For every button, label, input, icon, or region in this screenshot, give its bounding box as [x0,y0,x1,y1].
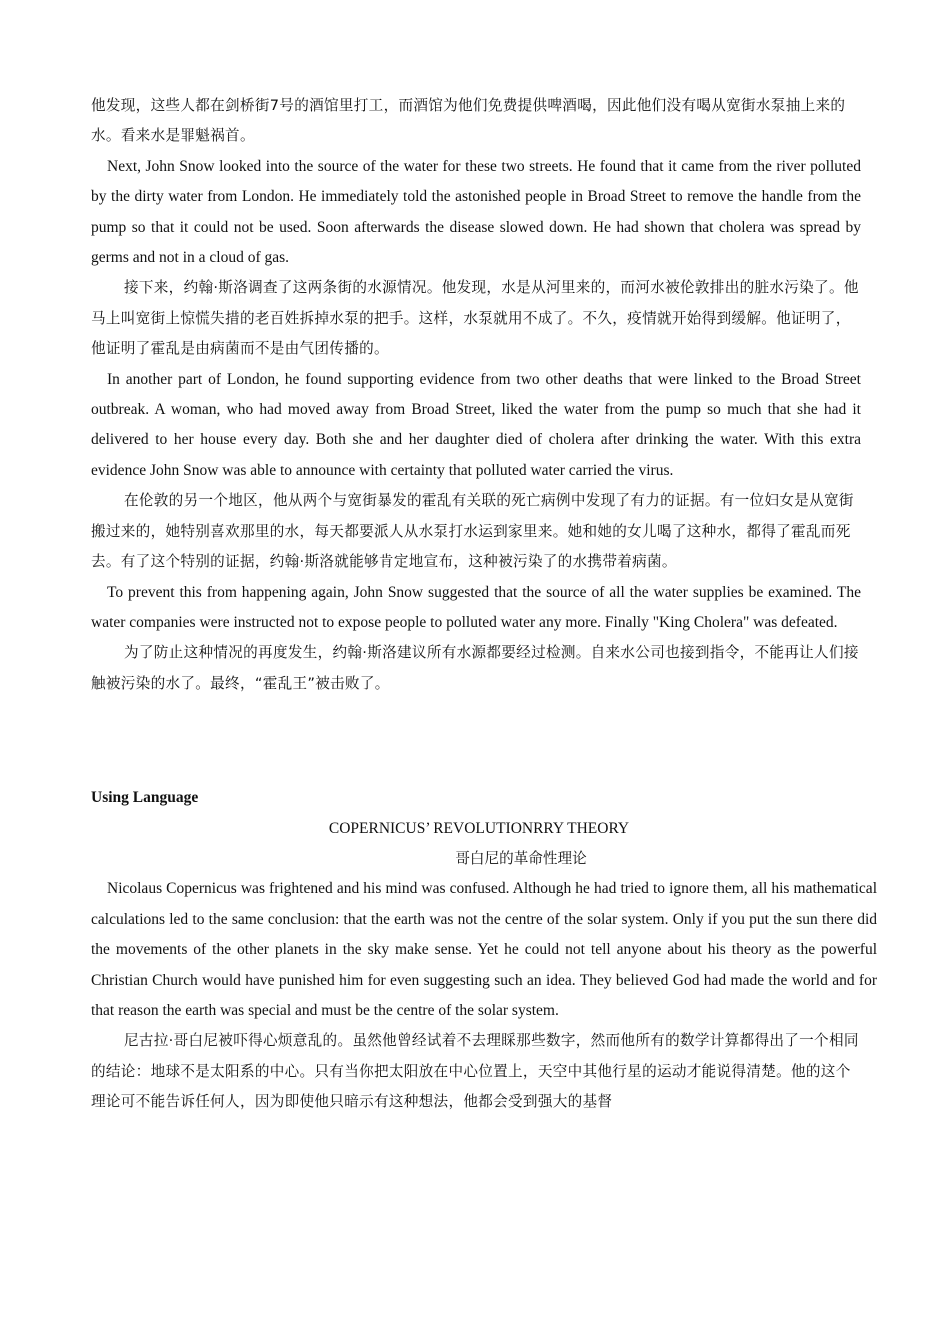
paragraph-chinese-prevention: 为了防止这种情况的再度发生，约翰·斯洛建议所有水源都要经过检测。自来水公司也接到指令，不能再让人们接触被污染的水了。最终，“霍乱王”被击败了。 [91,644,859,692]
document-body [91,91,877,1118]
section-heading: Using Language [91,789,199,807]
paragraph-chinese-supporting-evidence: 在伦敦的另一个地区，他从两个与宽街暴发的霍乱有关联的死亡病例中发现了有力的证据。有一位妇女是从宽街搬过来的，她特别喜欢那里的水，每天都要派人从水泵打水运到家里来。她和她的女儿喝了这种水，都得了霍乱而死去。有了这个特别的证据，约翰·斯洛就能够肯定地宣布，这种被污染了的水携带着病菌。 [91,492,854,571]
reading-title: COPERNICUS’ REVOLUTIONRRY THEORY [328,819,630,837]
paragraph-english-copernicus: Nicolaus Copernicus was frightened and his mind was confused. Although he had tried to ignore them, all his mathematical calculations led to the same conclusion: that the earth was not the centre of the solar system. Only if you put the sun there did the movements of the other planets in the sky make sense. Yet he could not tell anyone about his theory as the powerful Christian Church would have punished him for even suggesting such an idea. They believed God had made the world and for that reason the earth was special and must be the centre of the solar system. [91,880,877,1019]
paragraph-chinese-water-source: 接下来，约翰·斯洛调查了这两条街的水源情况。他发现，水是从河里来的，而河水被伦敦排出的脏水污染了。他马上叫宽街上惊慌失措的老百姓拆掉水泵的把手。这样，水泵就用不成了。不久，疫情就开始得到缓解。他证明了，他证明了霍乱是由病菌而不是由气团传播的。 [91,279,859,358]
section-spacer [91,699,861,783]
paragraph-english-water-source: Next, John Snow looked into the source of the water for these two streets. He found that it came from the river polluted by the dirty water from London. He immediately told the astonished people in Broad Street to remove the handle from the pump so that it could not be used. Soon afterwards the disease slowed down. He had shown that cholera was spread by germs and not in a cloud of gas. [91,157,861,267]
paragraph-chinese-cambridge-street: 他发现，这些人都在剑桥街7号的酒馆里打工，而酒馆为他们免费提供啤酒喝，因此他们没有喝从宽街水泵抽上来的水。看来水是罪魁祸首。 [91,97,846,145]
reading-subtitle: 哥白尼的革命性理论 [455,849,587,867]
paragraph-chinese-copernicus: 尼古拉·哥白尼被吓得心烦意乱的。虽然他曾经试着不去理睬那些数字，然而他所有的数学计算都得出了一个相同的结论：地球不是太阳系的中心。只有当你把太阳放在中心位置上，天空中其他行星的运动才能说得清楚。他的这个理论可不能告诉任何人，因为即使他只暗示有这种想法，他都会受到强大的基督 [91,1032,859,1111]
paragraph-english-supporting-evidence: In another part of London, he found supporting evidence from two other deaths that were linked to the Broad Street outbreak. A woman, who had moved away from Broad Street, liked the water from the pump so much that she had it delivered to her house every day. Both she and her daughter died of cholera after drinking the water. With this extra evidence John Snow was able to announce with certainty that polluted water carried the virus. [91,370,861,479]
paragraph-english-prevention: To prevent this from happening again, John Snow suggested that the source of all the water supplies be examined. The water companies were instructed not to expose people to polluted water any more. Finally "King Cholera" was defeated. [91,583,861,631]
